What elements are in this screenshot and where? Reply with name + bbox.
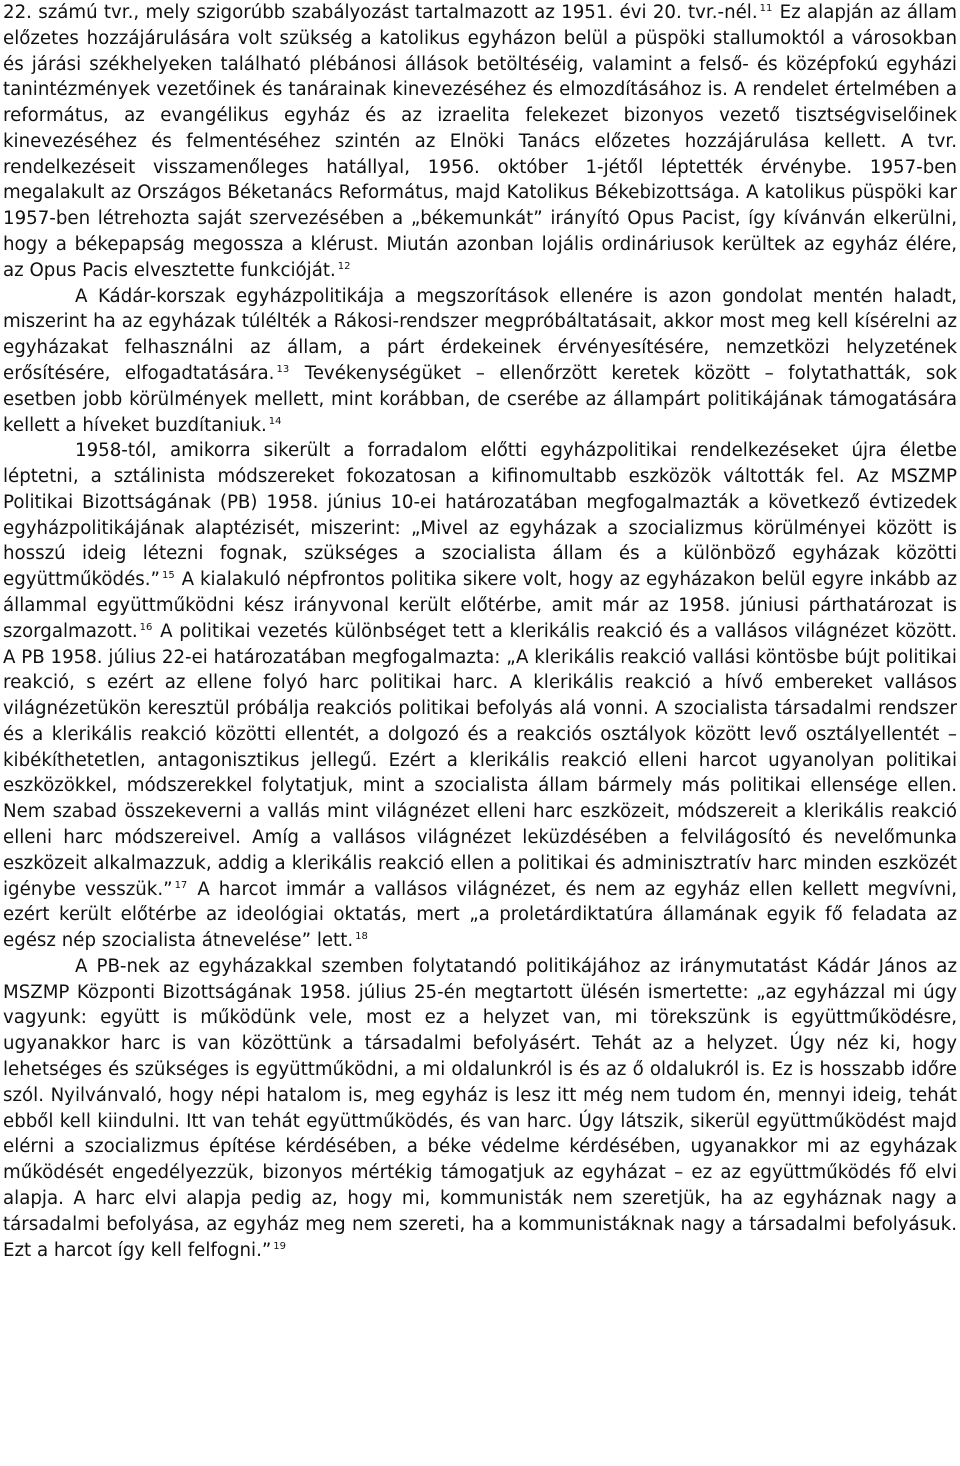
text-run: A politikai vezetés különbséget tett a klerikális reakció és a vallásos világnézet között. A PB 1958. július 22-ei határozatában megfogalmazta: „A klerikális reakció vallási köntösbe bújt politikai reakció, s ezért az ellene folyó harc politikai harc. A klerikális reakció a hívő embereket vallásos világnézetükön keresztül próbálja reakciós politikai befolyás alá vonni. A szocialista társadalmi rendszer és a klerikális reakció közötti ellentét, a dolgozó és a reakciós osztályok között levő osztályellentét – kibékíthetetlen, antagonisztikus jellegű. Ezért a klerikális reakció elleni harcot ugyanolyan politikai eszközökkel, módszerekkel folytatjuk, mint a szocialista állam bármely más politikai ellensége ellen. Nem szabad összekeverni a vallás mint világnézet elleni harc eszközeit, módszereit a klerikális reakció elleni harc módszereivel. Amíg a vallásos világnézet leküzdésében a felvilágosító és nevelőmunka eszközeit alkalmazzuk, addig a klerikális reakció ellen a politikai és adminisztratív harc minden eszközét igénybe vesszük.”: [3, 620, 957, 900]
text-run: A harcot immár a vallásos világnézet, és nem az egyház ellen kellett megvívni, ezért került előtérbe az ideológiai oktatás, mert „a proletárdiktatúra államának egyik fő feladata az egész nép szocialista átnevelése” lett.: [3, 878, 957, 952]
text-run: Ez alapján az állam előzetes hozzájárulására volt szükség a katolikus egyházon belül a püspöki stallumoktól a városokban és járási székhelyeken található plébánosi állások betöltéséig, valamint a felső- és középfokú egyházi tanintézmények vezetőinek és tanárainak kinevezéséhez és elmozdításához is. A rendelet értelmében a református, az evangélikus egyház és az izraelita felekezet bizonyos vezető tisztségviselőinek kinevezéséhez és felmentéséhez szintén az Elnöki Tanács előzetes hozzájárulása kellett. A tvr. rendelkezéseit visszamenőleges hatállyal, 1956. október 1-jétől léptették érvénybe. 1957-ben megalakult az Országos Béketanács Református, majd Katolikus Békebizottsága. A katolikus püspöki kar 1957-ben létrehozta saját szervezésében a „békemunkát” irányító Opus Pacist, így kívánván elkerülni, hogy a békepapság megossza a klérust. Miután azonban lojális ordináriusok kerültek az egyház élére, az Opus Pacis elvesztette funkcióját.: [3, 2, 957, 281]
paragraph-1: [3, 0, 957, 284]
paragraph-4: [3, 954, 957, 1263]
text-run: A PB-nek az egyházakkal szemben folytatandó politikájához az iránymutatást Kádár János az MSZMP Központi Bizottságának 1958. július 25-én megtartott ülésén ismertette: „az egyházzal mi úgy vagyunk: együtt is működünk vele, most ez a helyzet van, mi törekszünk is együttműködésre, ugyanakkor harc is van közöttünk a társadalmi befolyásért. Tehát az a helyzet. Úgy néz ki, hogy lehetséges és szükséges is együttműködni, a mi oldalunkról is és az ő oldalukról is. Ez is hosszabb időre szól. Nyilvánvaló, hogy népi hatalom is, meg egyház is lesz itt még nem tudom én, mennyi ideig, tehát ebből kell kiindulni. Itt van tehát együttműködés, és van harc. Úgy látszik, sikerül együttműködést majd elérni a szocializmus építése kérdésében, a béke védelme kérdésében, ugyanakkor mi az egyházak működését engedélyezzük, bizonyos mértékig támogatjuk az egyházat – ez az együttműködés fő elvi alapja. A harc elvi alapja pedig az, hogy mi, kommunisták nem szeretjük, ha az egyháznak nagy a társadalmi befolyása, az egyház meg nem szereti, ha a kommunistáknak nagy a társadalmi befolyásuk. Ezt a harcot így kell felfogni.”: [3, 955, 957, 1261]
text-run: 22. számú tvr., mely szigorúbb szabályozást tartalmazott az 1951. évi 20. tvr.-nél.: [3, 2, 758, 23]
text-run: A Kádár-korszak egyházpolitikája a megszorítások ellenére is azon gondolat mentén haladt, miszerint ha az egyházak túlélték a Rákosi-rendszer megpróbáltatásait, akkor most meg kell kísérelni az egyházakat felhasználni az állam, a párt érdekeinek érvényesítésére, nemzetközi helyzetének erősítésére, elfogadtatására.: [3, 285, 957, 384]
footnote-marker: 15: [161, 570, 175, 582]
footnote-marker: 12: [337, 260, 351, 272]
paragraph-3: [3, 438, 957, 954]
text-run: 1958-tól, amikorra sikerült a forradalom előtti egyházpolitikai rendelkezéseket újra életbe léptetni, a sztálinista módszereket fokozatosan a kifinomultabb eszközök váltották fel. Az MSZMP Politikai Bizottságának (PB) 1958. június 10-ei határozatában megfogalmazták a következő évtizedek egyházpolitikájának alaptézisét, miszerint: „Mivel az egyházak a szocializmus körülményei között is hosszú ideig létezni fognak, szükséges a szocialista állam és a különböző egyházak közötti együttműködés.”: [3, 440, 957, 591]
paragraph-2: [3, 284, 957, 439]
footnote-marker: 17: [174, 879, 188, 891]
text-run: A kialakuló népfrontos politika sikere volt, hogy az egyházakon belül egyre inkább az állammal együttműködni kész irányvonal került előtérbe, amit már az 1958. júniusi párthatározat is szorgalmazott.: [3, 569, 957, 642]
footnote-marker: 19: [273, 1240, 287, 1252]
footnote-marker: 18: [355, 931, 368, 943]
footnote-marker: 11: [759, 3, 773, 14]
footnote-marker: 14: [268, 415, 282, 427]
footnote-marker: 16: [139, 621, 153, 633]
footnote-marker: 13: [276, 363, 290, 375]
text-run: Tevékenységüket – ellenőrzött keretek között – folytathatták, sok esetben jobb körülmények mellett, mint korábban, de cserébe az állampárt politikájának támogatására kellett a híveket buzdítaniuk.: [3, 362, 957, 436]
